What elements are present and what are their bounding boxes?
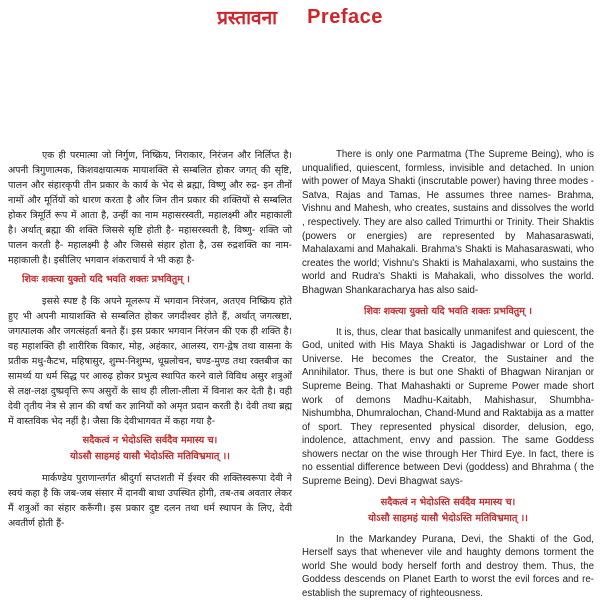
hindi-paragraph-2: इससे स्पष्ट है कि अपने मूलरूप में भगवान निरंजन, अतएव निष्क्रिय होते हुए भी अपनी मायाशक्ति से सम्बलित होकर जगदीश्वर होते हैं, अर्थात् जगत्स्रष्टा, जगत्पालक और जगत्संहर्ता बनते हैं। इस प्रकार भगवान निरंजन की एक ही शक्ति है। वह महाशक्ति ही शारीरिक विकार, मोह, अहंकार, आलस्य, राग-द्वेष तथा वासना के प्रतीक मधु-कैटभ, महिषासुर, शुम्भ-निशुम्भ, धूम्रलोचन, चण्ड-मुण्ड तथा रक्तबीज का सामर्थ्य या धर्म सिद्ध पर आरुढ़ होकर प्रभुत्व स्थापित करने वाले विविध असुर शत्रुओं से लक्ष-लक्ष दुष्प्रवृत्ति रूप असुरों के साथ ही लीला-लीला में विनाश कर देती है। वही देवी तृतीय नेत्र से ज्ञान की वर्षा कर ज्ञानियों को अमृत प्रदान करती है। देवी तथा ब्रह्म में वास्तविक भेद नहीं है। जैसा कि देवीभागवत में कहा गया है-	[8, 296, 292, 427]
english-paragraph-3: In the Markandey Purana, Devi, the Shakti of the God, Herself says that whenever vile and haughty demons torment the world She would body herself forth and destroy them. Thus, the Goddess descends on Planet Earth to worst the evil forces and re-establish the supremacy of righteousness.	[302, 533, 594, 600]
english-verse-2-line-1: सदैकत्वं न भेदोऽस्ति सर्वदैव ममास्य च।	[380, 496, 516, 508]
hindi-column	[8, 148, 292, 535]
hindi-verse-2-line-1: सदैकत्वं न भेदोऽस्ति सर्वदैव ममास्य च।	[82, 435, 218, 446]
hindi-verse-1: शिवः शक्त्या युक्तो यदि भवति शक्तः प्रभवितुम् ।	[22, 274, 190, 285]
hindi-paragraph-1: एक ही परमात्मा जो निर्गुण, निष्क्रिय, निराकार, निरंजन और निर्लिप्त है। अपनी त्रिगुणात्मक, किशवक्षयात्मक मायाशक्ति से सम्बलित होकर जगत् की सृष्टि, पालन और संहारकृपी तीन प्रकार के कार्य के भेद से ब्रह्मा, विष्णु और रुद्र- इन तीनों नामों और मूर्तियों को धारण करता है और जिन तीन प्रकार की शक्तियों से सम्बलित होकर त्रिमूर्ति रूप में आता है, उन्हीं का नाम महासरस्वती, महालक्ष्मी और महाकाली है। अर्थात् ब्रह्मा की शक्ति जिससे सृष्टि होती है- महासरस्वती है, विष्णु- शक्ति जो पालन करती है- महालक्ष्मी है और जिससे संहार होता है, उस रुद्रशक्ति का नाम- महाकाली है। इसीलिए भगवान शंकराचार्य ने भी कहा है-	[8, 150, 292, 266]
english-paragraph-2: It is, thus, clear that basically unmanifest and quiescent, the God, united with His Maya Shakti is Jagadishwar or Lord of the Universe. He becomes the Creator, the Sustainer and the Annihilator. Thus, there is but one Shakti of Bhagwan Niranjan or Supreme Being. That Mahashakti or Supreme Power made short work of demons Madhu-Kaitabh, Mahishasur, Shumbha-Nishumbha, Dhumralochan, Chand-Mund and Raktabija as a matter of sport. They represented physical disorder, delusion, ego, indolence, attachment, envy and passion. The same Goddess showers nectar on the wise through Her Third Eye. In fact, there is no essential difference between Devi (goddess) and Bhrahma ( the Supreme Being). Devi Bhagwat says-	[302, 326, 594, 488]
hindi-paragraph-3: मार्कण्डेय पुराणान्तर्गत श्रीदुर्गा सप्तशती में ईश्वर की शक्तिस्वरूपा देवी ने स्वयं कहा है कि जब-जब संसार में दानवी बाधा उपस्थित होगी, तब-तब अवतार लेकर मैं शत्रुओं का संहार करूँगी। इस प्रकार दुष्ट दलन तथा धर्म स्थापन के लिए, देवी अवतीर्ण होती हैं-	[8, 473, 292, 529]
english-verse-1: शिवः शक्त्या युक्तो यदि भवति शक्तः प्रभवितुम् ।	[364, 305, 532, 317]
hindi-verse-2-line-2: योऽसौ साहमहं यासौ भेदोऽस्ति मतिविभ्रमात् ।।	[70, 451, 230, 462]
english-paragraph-1: There is only one Parmatma (The Supreme Being), who is unqualified, quiescent, formless, invisible and detached. In union with power of Maya Shakti (inscrutable power) having three modes - Satva, Rajas and Tamas, He assumes three names- Brahma, Vishnu and Mahesh, who creates, sustains and dissolves the world , respectively. They are also called Trimurthi or Trinity. Their Shaktis (powers or energies) are represented by Mahasaraswati, Mahalaxami and Mahakali. Brahma's Shakti is Mahasaraswati, who creates the world; Vishnu's Shakti is Mahalaxami, who sustains the world and Rudra's Shakti is Mahakali, who dissolves the world. Bhagwan Shankaracharya has also said-	[302, 149, 594, 296]
english-verse-2-line-2: योऽसौ साहमहं यासौ भेदोऽस्ति मतिविभ्रमात् ।।	[368, 512, 528, 524]
english-column	[302, 148, 594, 607]
page-header	[0, 0, 600, 34]
title-english: Preface	[307, 5, 383, 28]
title-hindi: प्रस्तावना	[217, 7, 278, 29]
